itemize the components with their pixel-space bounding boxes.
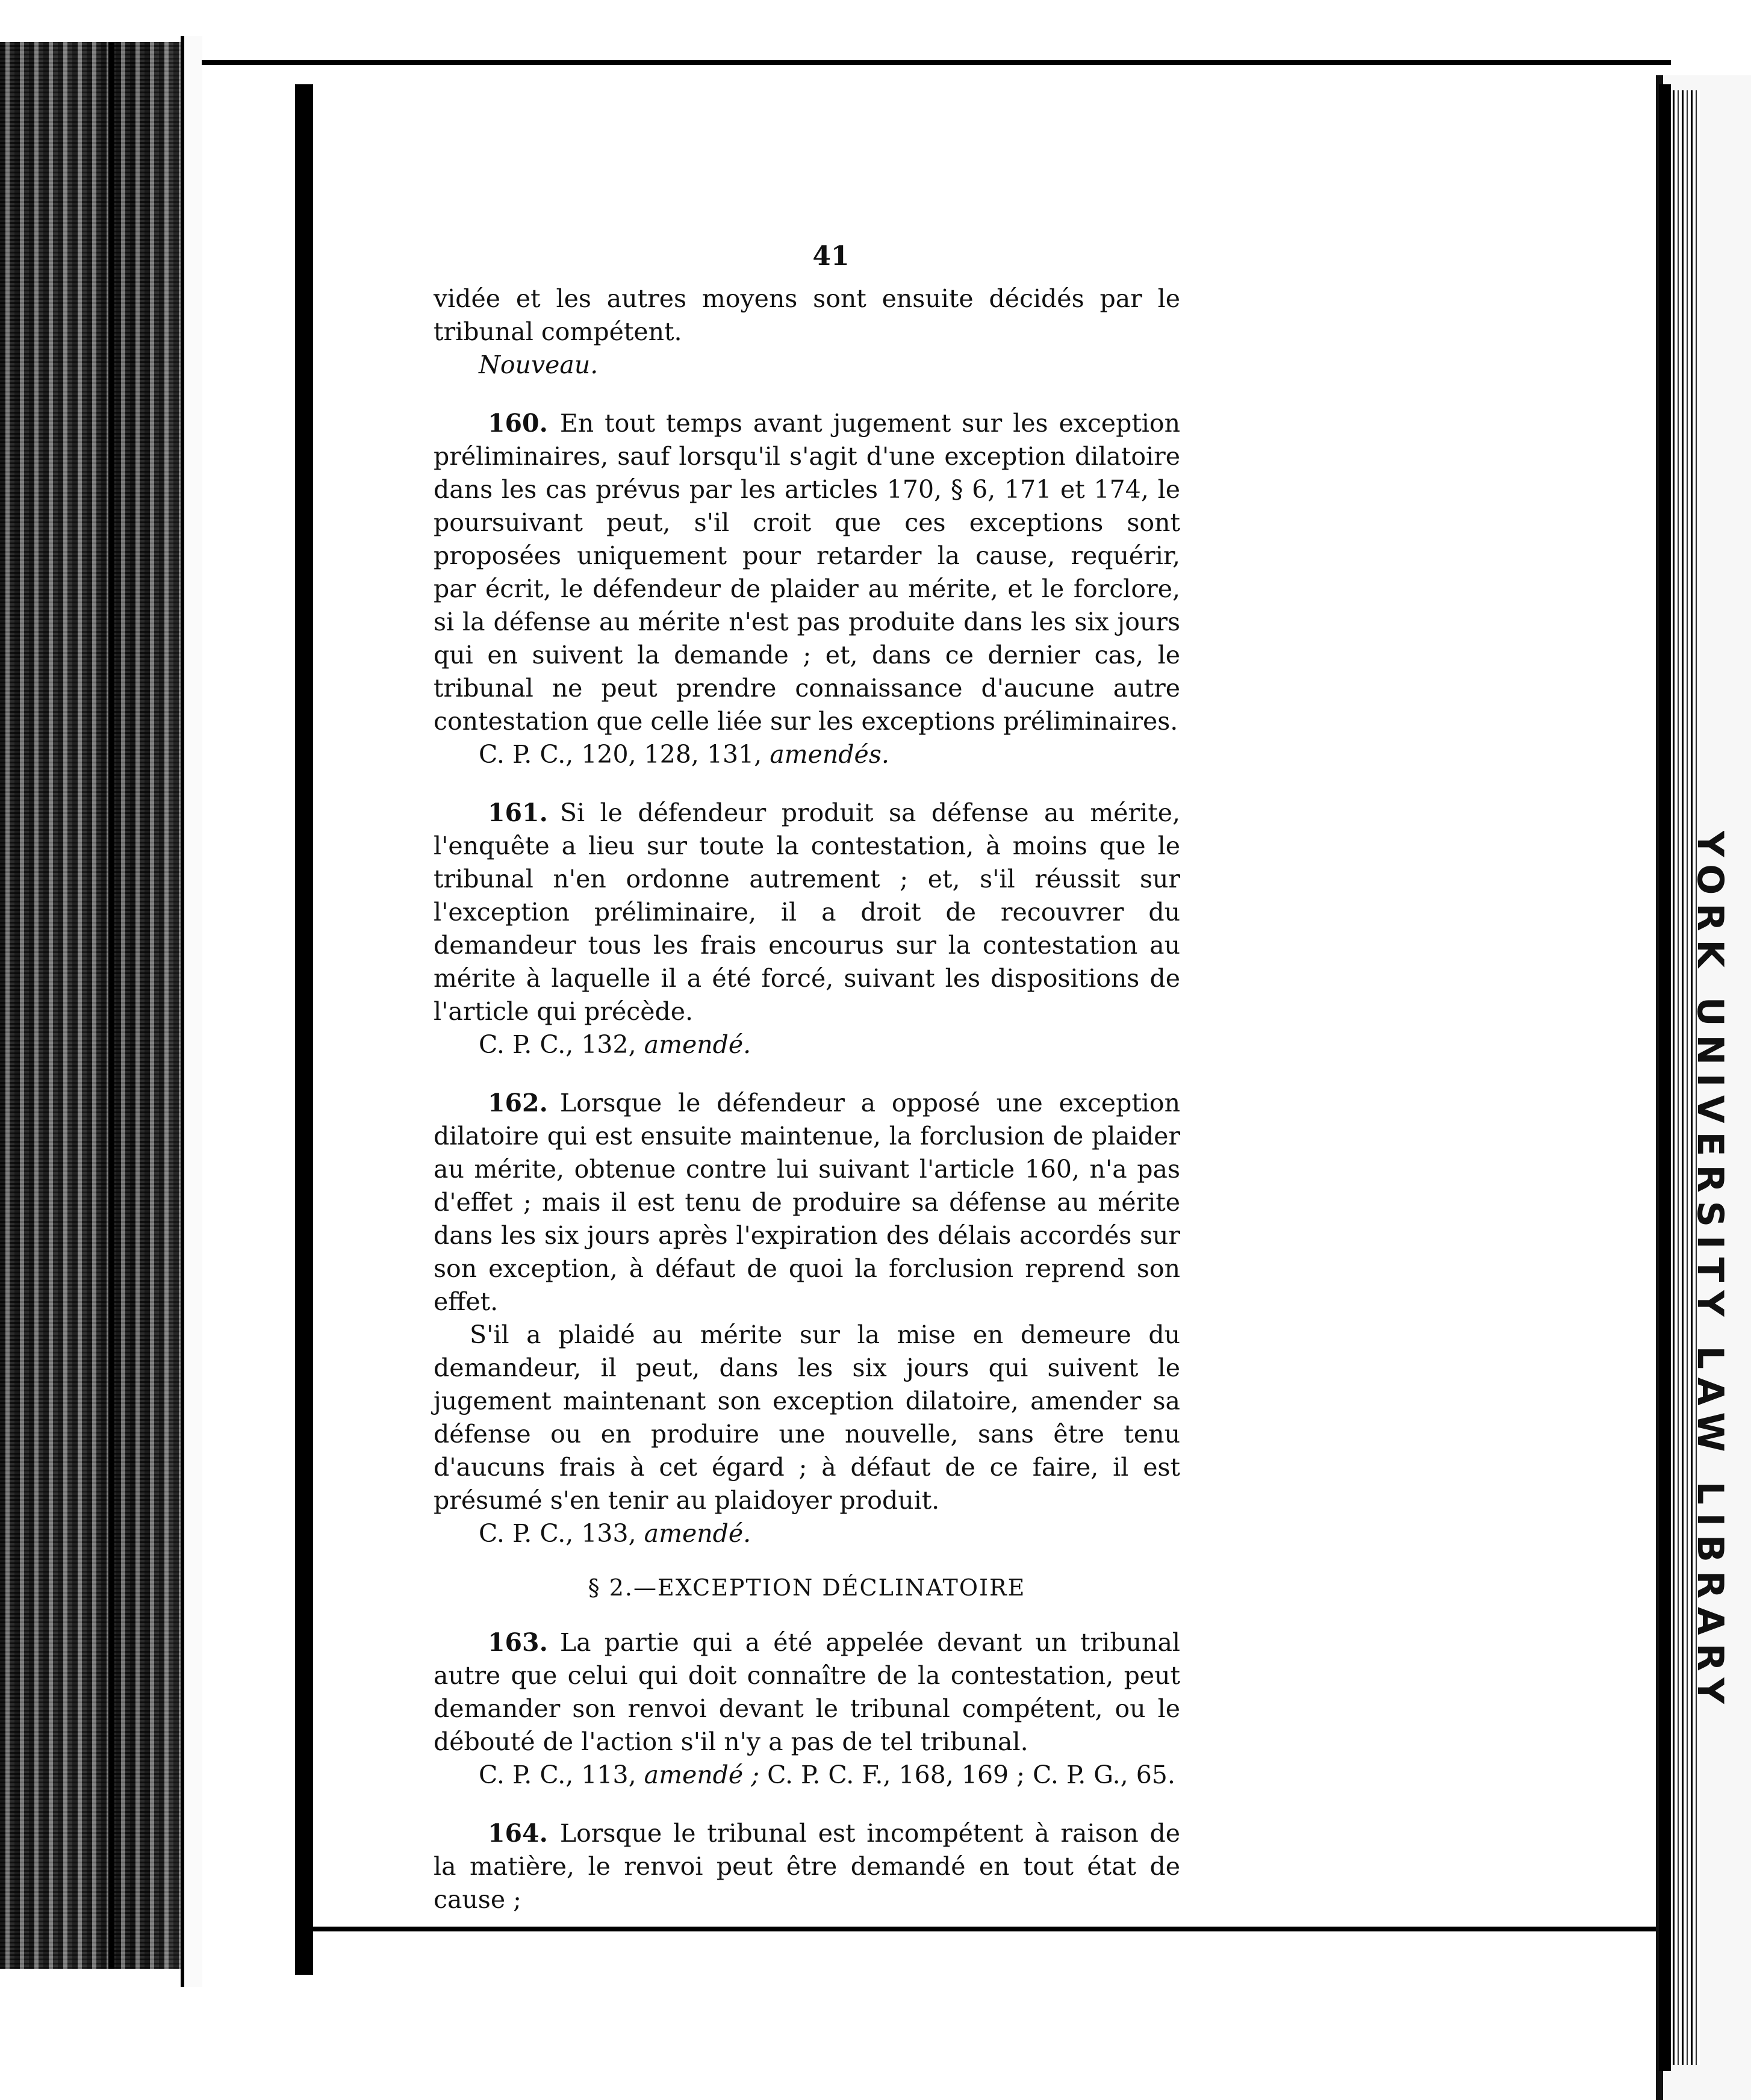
library-spine-label: YORK UNIVERSITY LAW LIBRARY	[1689, 831, 1731, 1712]
article-number: 160.	[488, 409, 548, 438]
article-number: 163.	[488, 1628, 548, 1657]
section-heading: § 2.—EXCEPTION DÉCLINATOIRE	[588, 1574, 1026, 1601]
continuation-text: vidée et les autres moyens sont ensuite décidés par le tribunal compétent.	[434, 284, 1180, 346]
article-162-paragraph-2: S'il a plaidé au mérite sur la mise en demeure du demandeur, il peut, dans les six jours qui suivent le jugement maintenant son exception dilatoire, amender sa défense ou en produire une nouvelle, sans être tenu d'aucuns frais à cet égard ; à défaut de ce faire, il est présumé s'en tenir au plaidoyer produit.	[434, 1320, 1180, 1515]
article-text: La partie qui a été appelée devant un tribunal autre que celui qui doit connaître de la contestation, peut demander son renvoi devant le tribunal compétent, ou le débouté de l'action s'il n'y a pas de tel tribunal.	[434, 1628, 1180, 1756]
bottom-border	[295, 1927, 1668, 1931]
article-number: 164.	[488, 1819, 548, 1848]
article-161-reference: C. P. C., 132, amendé.	[479, 1030, 751, 1059]
article-163	[434, 1626, 1180, 1759]
page-number: 41	[812, 241, 850, 272]
article-text: En tout temps avant jugement sur les exception préliminaires, sauf lorsqu'il s'agit d'une exception dilatoire dans les cas prévus par les articles 170, § 6, 171 et 174, le poursuivant peut, s'il croit que ces exceptions sont proposées uniquement pour retarder la cause, requérir, par écrit, le défendeur de plaider au mérite, et le forclore, si la défense au mérite n'est pas produite dans les six jours qui en suivent la demande ; et, dans ce dernier cas, le tribunal ne peut prendre connaissance d'aucune autre contestation que celle liée sur les exceptions préliminaires.	[434, 409, 1180, 736]
scan-shadow-left	[0, 42, 181, 1969]
article-number: 162.	[488, 1089, 548, 1117]
top-border	[202, 60, 1671, 65]
article-162-reference: C. P. C., 133, amendé.	[479, 1519, 751, 1548]
scan-edge-left	[108, 42, 114, 1969]
book-edge-shadow	[1659, 84, 1671, 2071]
article-163-reference: C. P. C., 113, amendé ; C. P. C. F., 168, 169 ; C. P. G., 65.	[479, 1760, 1175, 1789]
article-161	[434, 797, 1180, 1028]
article-text: Lorsque le tribunal est incompétent à raison de la matière, le renvoi peut être demandé en tout état de cause ;	[434, 1819, 1180, 1914]
page-left-border	[295, 84, 313, 1975]
continuation-reference: Nouveau.	[479, 350, 599, 379]
article-160-reference: C. P. C., 120, 128, 131, amendés.	[479, 740, 889, 769]
article-160	[434, 407, 1180, 738]
article-164	[434, 1817, 1180, 1916]
article-text: Lorsque le défendeur a opposé une exception dilatoire qui est ensuite maintenue, la forclusion de plaider au mérite, obtenue contre lui suivant l'article 160, n'a pas d'effet ; mais il est tenu de produire sa défense au mérite dans les six jours après l'expiration des délais accordés sur son exception, à défaut de quoi la forclusion reprend son effet.	[434, 1089, 1180, 1316]
page-body	[434, 241, 1180, 1916]
article-162	[434, 1087, 1180, 1319]
article-number: 161.	[488, 798, 548, 827]
book-gutter	[181, 36, 202, 1987]
article-text: Si le défendeur produit sa défense au mérite, l'enquête a lieu sur toute la contestation, à moins que le tribunal n'en ordonne autrement ; et, s'il réussit sur l'exception préliminaire, il a droit de recouvrer du demandeur tous les frais encourus sur la contestation au mérite à laquelle il a été forcé, suivant les dispositions de l'article qui précède.	[434, 798, 1180, 1026]
